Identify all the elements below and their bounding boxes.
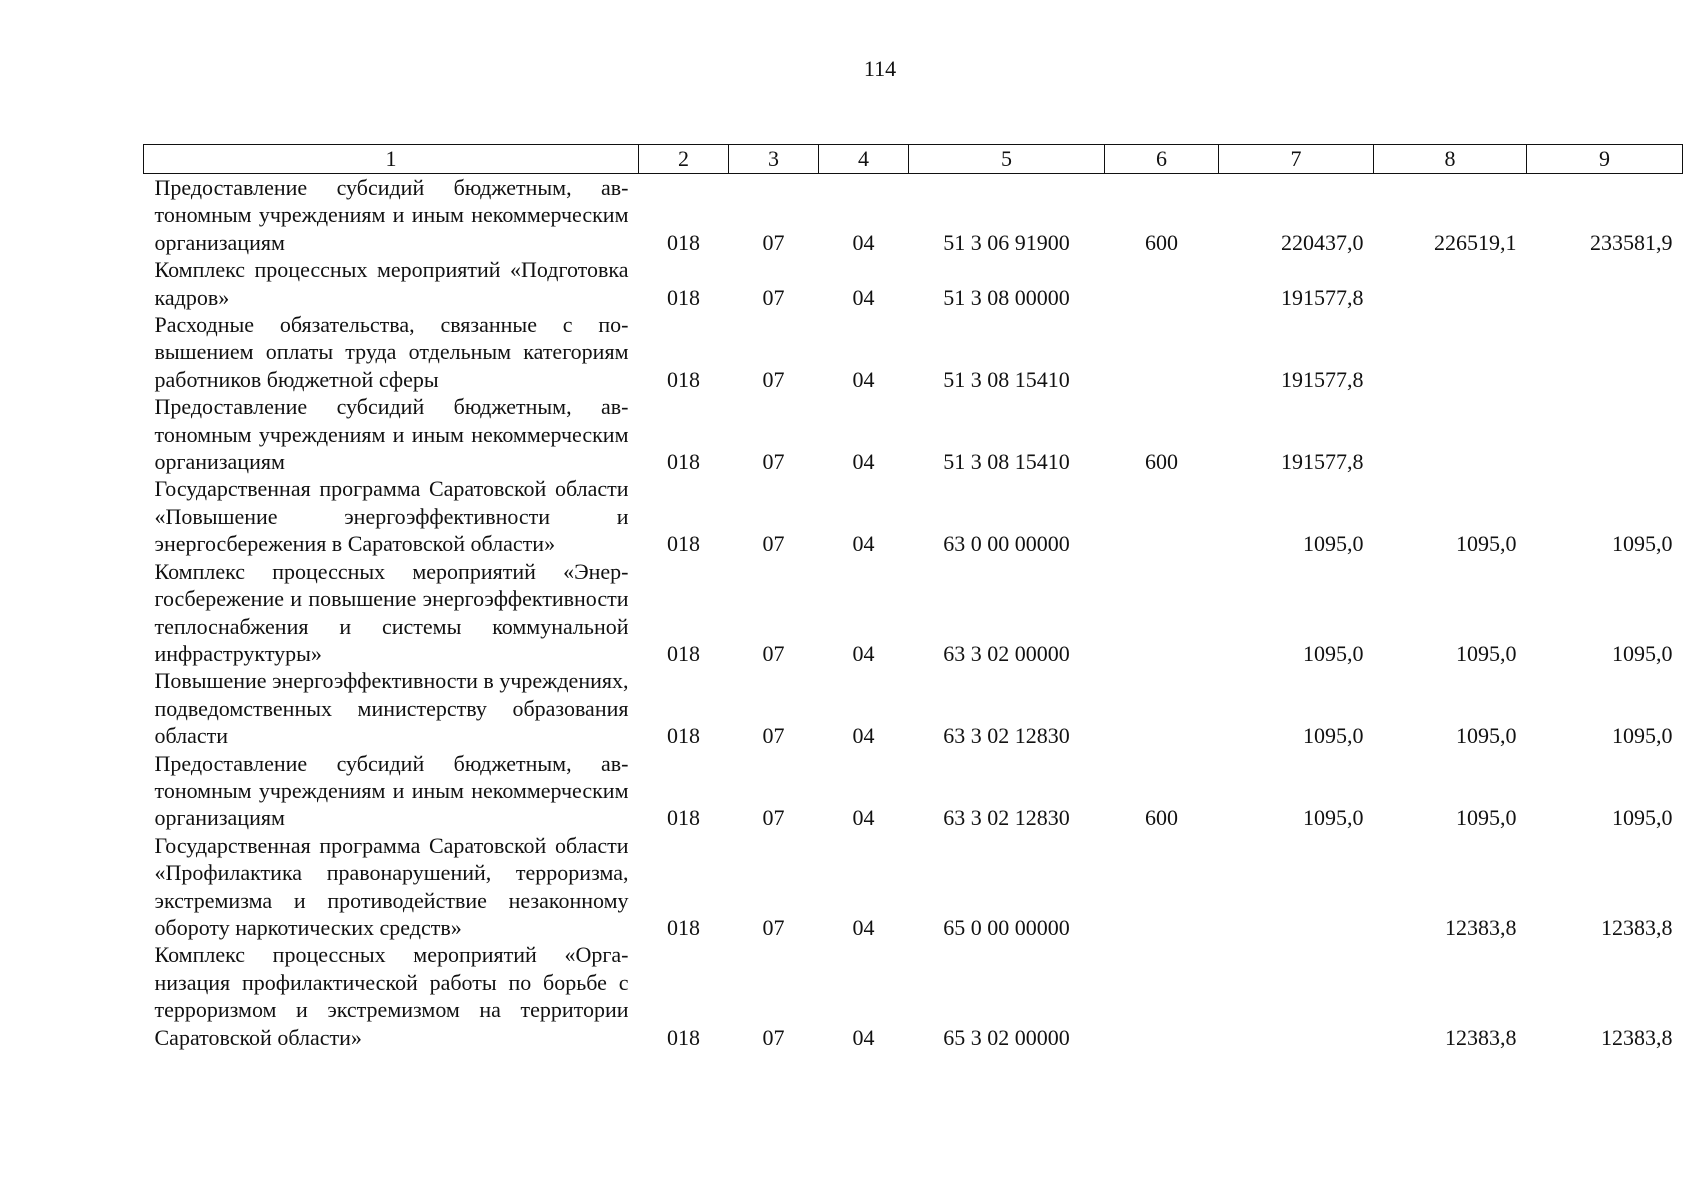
row-amount-col-8: 1095,0 [1456,805,1517,831]
table-body [144,174,1683,1052]
row-section-code: 07 [762,366,785,392]
row-target-article: 51 3 06 91900 [943,229,1070,255]
row-ministry-code: 018 [667,805,700,831]
table-row [144,667,1683,749]
row-section-code: 07 [762,449,785,475]
row-section-code: 07 [762,723,785,749]
row-expense-type [1105,311,1219,393]
row-amount-col-8: 12383,8 [1445,914,1517,940]
row-name: Предоставление субсидий бюджетным, автономным учреждениям и иным некоммерческим организациям [154,750,629,831]
header-col-5: 5 [909,145,1105,174]
row-amount-col-7: 220437,0 [1281,229,1364,255]
row-expense-type [1105,941,1219,1051]
row-amount-col-8 [1374,256,1527,311]
row-amount-col-7: 191577,8 [1281,366,1364,392]
header-col-1: 1 [144,145,639,174]
row-name: Комплекс процессных мероприятий «Энергосбережение и повышение энергоэффективности теплоснабжения и системы коммунальной инфраструктуры» [154,558,629,666]
row-subsection-code: 04 [852,914,875,940]
row-section-code: 07 [762,640,785,666]
row-expense-type [1105,832,1219,942]
row-expense-type [1105,558,1219,668]
row-name: Расходные обязательства, связанные с повышением оплаты труда отдельным категориям работников бюджетной сферы [154,312,629,392]
row-target-article: 51 3 08 00000 [943,284,1070,310]
row-amount-col-7: 191577,8 [1281,284,1364,310]
row-amount-col-8 [1374,393,1527,475]
row-amount-col-9: 1095,0 [1612,640,1673,666]
table-row [144,475,1683,557]
row-ministry-code: 018 [667,1024,700,1050]
row-target-article: 63 0 00 00000 [943,531,1070,557]
row-ministry-code: 018 [667,723,700,749]
row-name: Предоставление субсидий бюджетным, автономным учреждениям и иным некоммерческим организациям [154,394,629,475]
row-expense-type: 600 [1145,449,1178,475]
row-amount-col-7 [1219,941,1374,1051]
row-subsection-code: 04 [852,640,875,666]
page-number: 114 [863,56,897,81]
row-subsection-code: 04 [852,1024,875,1050]
row-amount-col-9: 12383,8 [1601,1024,1673,1050]
row-section-code: 07 [762,229,785,255]
row-amount-col-8: 1095,0 [1456,723,1517,749]
row-amount-col-7: 1095,0 [1303,640,1364,666]
row-name: Предоставление субсидий бюджетным, автономным учреждениям и иным некоммерческим организациям [154,175,629,255]
row-expense-type [1105,256,1219,311]
row-ministry-code: 018 [667,284,700,310]
table-row [144,256,1683,311]
table-row [144,174,1683,257]
row-amount-col-9 [1527,311,1683,393]
row-subsection-code: 04 [852,449,875,475]
budget-table [143,144,1683,1051]
row-section-code: 07 [762,1024,785,1050]
row-section-code: 07 [762,284,785,310]
row-ministry-code: 018 [667,531,700,557]
row-subsection-code: 04 [852,531,875,557]
row-amount-col-9: 233581,9 [1590,229,1673,255]
header-col-6: 6 [1105,145,1219,174]
row-subsection-code: 04 [852,229,875,255]
row-amount-col-8: 1095,0 [1456,531,1517,557]
header-col-4: 4 [819,145,909,174]
row-amount-col-9: 12383,8 [1601,914,1673,940]
table-row [144,941,1683,1051]
row-section-code: 07 [762,531,785,557]
row-subsection-code: 04 [852,284,875,310]
row-amount-col-8: 1095,0 [1456,640,1517,666]
row-name: Повышение энергоэффективности в учреждениях, подведомственных министерству образования области [154,668,629,749]
row-expense-type [1105,667,1219,749]
row-expense-type: 600 [1145,229,1178,255]
header-col-2: 2 [639,145,729,174]
row-amount-col-7: 1095,0 [1303,723,1364,749]
row-target-article: 65 0 00 00000 [943,914,1070,940]
header-col-8: 8 [1374,145,1527,174]
row-subsection-code: 04 [852,366,875,392]
row-ministry-code: 018 [667,366,700,392]
row-amount-col-9: 1095,0 [1612,805,1673,831]
row-section-code: 07 [762,914,785,940]
row-expense-type [1105,475,1219,557]
row-amount-col-7 [1219,832,1374,942]
header-col-7: 7 [1219,145,1374,174]
row-name: Комплекс процессных мероприятий «Подготовка кадров» [154,257,629,310]
row-target-article: 65 3 02 00000 [943,1024,1070,1050]
row-expense-type: 600 [1145,805,1178,831]
table-row [144,558,1683,668]
row-amount-col-9: 1095,0 [1612,531,1673,557]
row-target-article: 63 3 02 12830 [943,723,1070,749]
row-amount-col-7: 191577,8 [1281,449,1364,475]
row-amount-col-9 [1527,393,1683,475]
row-ministry-code: 018 [667,449,700,475]
row-amount-col-9 [1527,256,1683,311]
row-amount-col-9: 1095,0 [1612,723,1673,749]
row-ministry-code: 018 [667,229,700,255]
header-col-9: 9 [1527,145,1683,174]
row-name: Государственная программа Саратовской области «Повышение энергоэффективности и энергосбережения в Саратовской области» [154,476,629,557]
row-name: Комплекс процессных мероприятий «Организация профилактической работы по борьбе с терроризмом и экстремизмом на территории Саратовской области» [154,942,629,1050]
row-target-article: 51 3 08 15410 [943,366,1070,392]
row-target-article: 63 3 02 12830 [943,805,1070,831]
row-ministry-code: 018 [667,914,700,940]
row-name: Государственная программа Саратовской области «Профилактика правонарушений, терроризма, экстремизма и противодействие незаконному обороту наркотических средств» [154,832,629,940]
row-target-article: 51 3 08 15410 [943,449,1070,475]
header-row [144,145,1683,174]
row-target-article: 63 3 02 00000 [943,640,1070,666]
table-row [144,393,1683,475]
row-section-code: 07 [762,805,785,831]
row-amount-col-7: 1095,0 [1303,805,1364,831]
row-amount-col-8: 226519,1 [1434,229,1517,255]
row-subsection-code: 04 [852,723,875,749]
table-row [144,750,1683,832]
row-amount-col-7: 1095,0 [1303,531,1364,557]
row-ministry-code: 018 [667,640,700,666]
table-row [144,832,1683,942]
table-row [144,311,1683,393]
row-subsection-code: 04 [852,805,875,831]
row-amount-col-8 [1374,311,1527,393]
header-col-3: 3 [729,145,819,174]
row-amount-col-8: 12383,8 [1445,1024,1517,1050]
